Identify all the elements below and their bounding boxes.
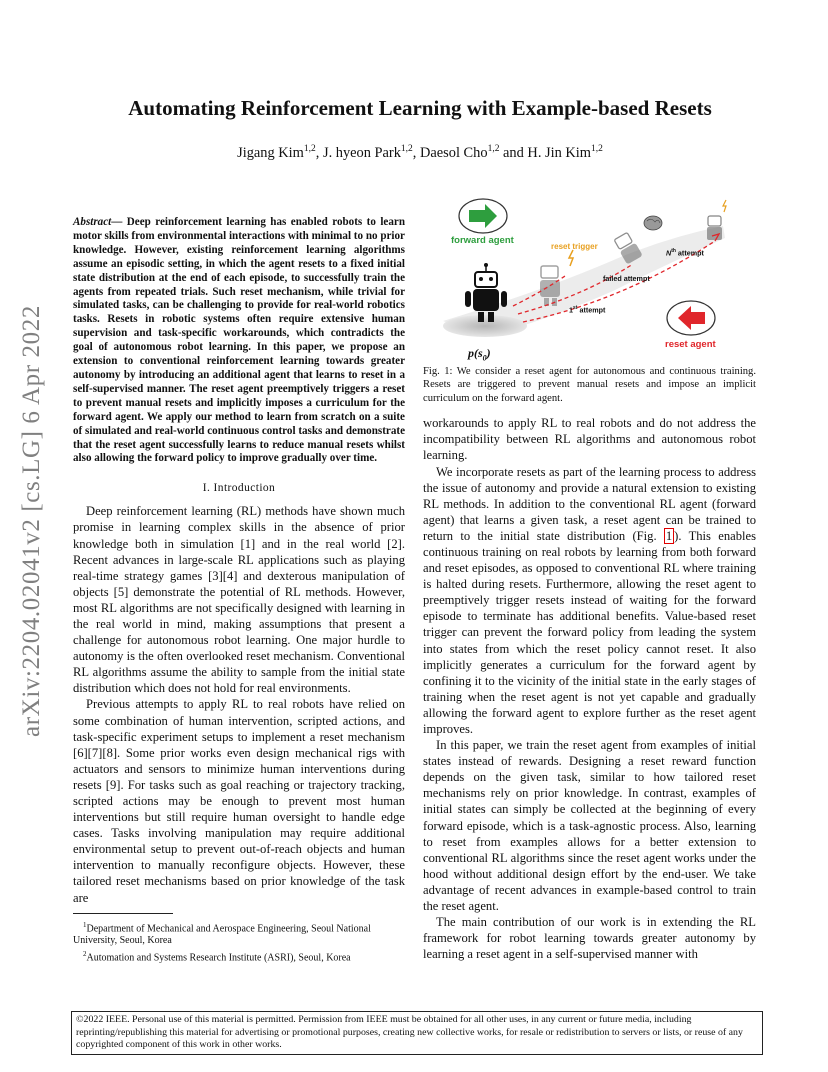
author-list xyxy=(70,144,770,162)
figure-graphic xyxy=(423,196,756,362)
arxiv-stamp-text: arXiv:2204.02041v2 [cs.LG] 6 Apr 2022 xyxy=(18,305,45,737)
paragraph: Previous attempts to apply RL to real robots have relied on some combination of human intervention, scripted actions, and task-specific experiment setups to implement a reset mechanism [6][7][8]. Some prior works even design mechanical rigs with actuators and sensors to minimize human interventions during resets [9]. For tasks such as goal reaching or trajectory tracking, scripted actions may be enough to prevent most human interventions but still require human oversight to handle edge cases. Tasks involving manipulation may require additional environmental setup to prevent out-of-reach objects and human intervention to manually reconfigure objects. However, these tailored reset mechanisms based on prior knowledge of the task are xyxy=(73,697,405,905)
lightning-icon xyxy=(723,200,726,212)
paragraph xyxy=(423,464,756,738)
first-attempt-rest: attempt xyxy=(577,305,606,315)
abstract-label: Abstract xyxy=(73,216,112,228)
footnote-text: Department of Mechanical and Aerospace Engineering, Seoul National University, Seoul, Korea xyxy=(73,922,371,947)
abstract-text: — Deep reinforcement learning has enabled robots to learn motor skills from environmental interactions with minimal to no prior knowledge. However, existing reinforcement learning algorithms assume an episodic setting, in which the agent resets to a fixed initial state distribution at the end of each episode, to successfully train the agents from repeated trials. Such reset mechanism, while trivial for simulated tasks, can be challenging to provide for real-world robotics tasks. Resets in robotic systems often require extensive human supervision and task-specific workarounds, which contradicts the goal of autonomous robot learning. In this paper, we propose an extension to conventional reinforcement learning towards greater autonomy by introducing an additional agent that learns to reset in a self-supervised manner. The reset agent preemptively triggers a reset to prevent manual resets and implicitly imposes a curriculum for the forward agent. We apply our method to learn from scratch on a suite of simulated and real-world continuous control tasks and demonstrate that the reset agent successfully learns to reduce manual resets whilst also allowing the forward policy to improve gradually over time. xyxy=(73,216,405,465)
author-name: H. Jin Kim xyxy=(527,144,591,161)
reset-trigger-label: reset trigger xyxy=(551,242,598,251)
footnote xyxy=(73,919,405,948)
figure-caption xyxy=(423,365,756,405)
footnote-text: Automation and Systems Research Institute (ASRI), Seoul, Korea xyxy=(86,952,351,964)
paragraph-text: ). This enables continuous training on real robots by learning from both forward and reset episodes, as opposed to conventional RL where training is halted during resets. Furthermore, allowing the reset agent to preemptively trigger resets instead of waiting for the forward episode to terminate has additional benefits. Value-based reset trigger can prevent the forward policy from leading the system into states from which the reset policy cannot reset. It also implicitly generates a curriculum for the forward agent by confining it to the vicinity of the initial state in the early stages of training when the reset agent is not yet capable and gradually allowing the forward agent to explore further as the reset agent improves. xyxy=(423,528,756,736)
footnote-mark: 1 xyxy=(83,920,87,929)
paragraph: The main contribution of our work is in extending the RL framework for robot learning towards greater autonomy by learning a reset agent in a self-supervised manner with xyxy=(423,915,756,962)
copyright-notice: ©2022 IEEE. Personal use of this material is permitted. Permission from IEEE must be obtained for all other uses, in any current or future media, including reprinting/republishing this material for advertising or promotional purposes, creating new collective works, for resale or redistribution to servers or lists, or reuse of any copyrighted component of this work in other works. xyxy=(71,1011,763,1055)
section-heading-introduction: I. Introduction xyxy=(202,482,276,495)
first-attempt-n: 1 xyxy=(569,305,573,315)
abstract xyxy=(73,216,405,466)
reset-agent-icon xyxy=(667,301,715,335)
author-affiliation: 1,2 xyxy=(400,144,413,154)
figure-reference-link[interactable]: 1 xyxy=(665,528,673,543)
footnote xyxy=(73,948,405,965)
paragraph-text: We incorporate resets as part of the learning process to address the issue of autonomy and provide a natural extension to existing RL methods. In addition to the conventional RL agent (forward agent) that learns a given task, a reset agent can be trained to return to the initial state distribution (Fig. xyxy=(423,464,756,543)
author-name: Jigang Kim xyxy=(237,144,304,161)
first-attempt-label xyxy=(569,305,605,314)
paragraph: workarounds to apply RL to real robots and do not address the incompatibility between RL algorithms and autonomous robot learning. xyxy=(423,416,756,463)
arxiv-stamp xyxy=(12,286,52,756)
caption-label: Fig. 1: xyxy=(423,366,453,377)
initial-distribution-label xyxy=(468,346,491,362)
p-s0-text: p(s xyxy=(468,346,483,360)
author-name: J. hyeon Park xyxy=(322,144,401,161)
nth-attempt-sup: th xyxy=(671,248,676,254)
paragraph: Deep reinforcement learning (RL) methods have shown much promise in learning complex skills in the absence of prior knowledge both in simulation [1] and in the real world [2]. Recent advances in large-scale RL applications such as playing real-time strategy games [3][4] and dexterous manipulation of objects [5] demonstrate the potential of RL methods. However, most RL algorithms are not specifically designed with learning in the real world in mind, making assumptions that present a challenge for autonomous robot learning. One major hurdle to autonomy is the often overlooked reset mechanism. Conventional RL algorithms assume the ability to sample from the initial state distribution which does not hold for real environments. xyxy=(73,504,405,696)
initial-state-distribution xyxy=(443,315,527,337)
first-attempt-sup: st xyxy=(573,305,578,311)
author-separator: , xyxy=(315,144,323,161)
failed-attempt-label: failed attempt xyxy=(603,274,650,283)
nth-attempt-rest: attempt xyxy=(675,248,704,258)
footnote-divider xyxy=(73,913,173,914)
author-name: Daesol Cho xyxy=(420,144,488,161)
caption-text: We consider a reset agent for autonomous and continuous training. Resets are triggered to prevent manual resets and impose an implicit curriculum on the forward agent. xyxy=(423,366,756,404)
forward-agent-icon xyxy=(459,199,507,233)
paragraph: In this paper, we train the reset agent from examples of initial states instead of rewards. Designing a reset reward function depends on the given task, similar to how tailored reset mechanisms rely on prior knowledge. In contrast, examples of initial states can simply be collected at the beginning of every forward episode, which is a task-agnostic process. Also, learning to reset from examples allows for a better extension to conventional RL algorithms since the reset agent works under the hood without additional design effort by the end-user. We take advantage of recent advances in example-based control to train the reset agent. xyxy=(423,738,756,914)
footnote-mark: 2 xyxy=(83,949,87,958)
p-s0-end: ) xyxy=(486,346,491,360)
nth-attempt-label xyxy=(666,248,704,257)
p-s0-sub: 0 xyxy=(482,353,487,363)
figure-reset-agent-diagram xyxy=(423,196,756,362)
brain-icon xyxy=(644,216,662,230)
nth-attempt-n: N xyxy=(666,248,672,258)
author-affiliation: 1,2 xyxy=(303,144,316,154)
right-column xyxy=(423,196,756,962)
left-column xyxy=(73,216,405,965)
author-separator: , xyxy=(412,144,420,161)
author-affiliation: 1,2 xyxy=(487,144,500,154)
robot-icon xyxy=(707,216,722,240)
paper-title: Automating Reinforcement Learning with Example-based Resets xyxy=(128,96,712,120)
author-affiliation: 1,2 xyxy=(591,144,603,154)
forward-agent-label: forward agent xyxy=(451,235,514,246)
reset-agent-label: reset agent xyxy=(665,339,716,350)
lightning-icon xyxy=(569,250,573,266)
author-separator: and xyxy=(499,144,528,161)
